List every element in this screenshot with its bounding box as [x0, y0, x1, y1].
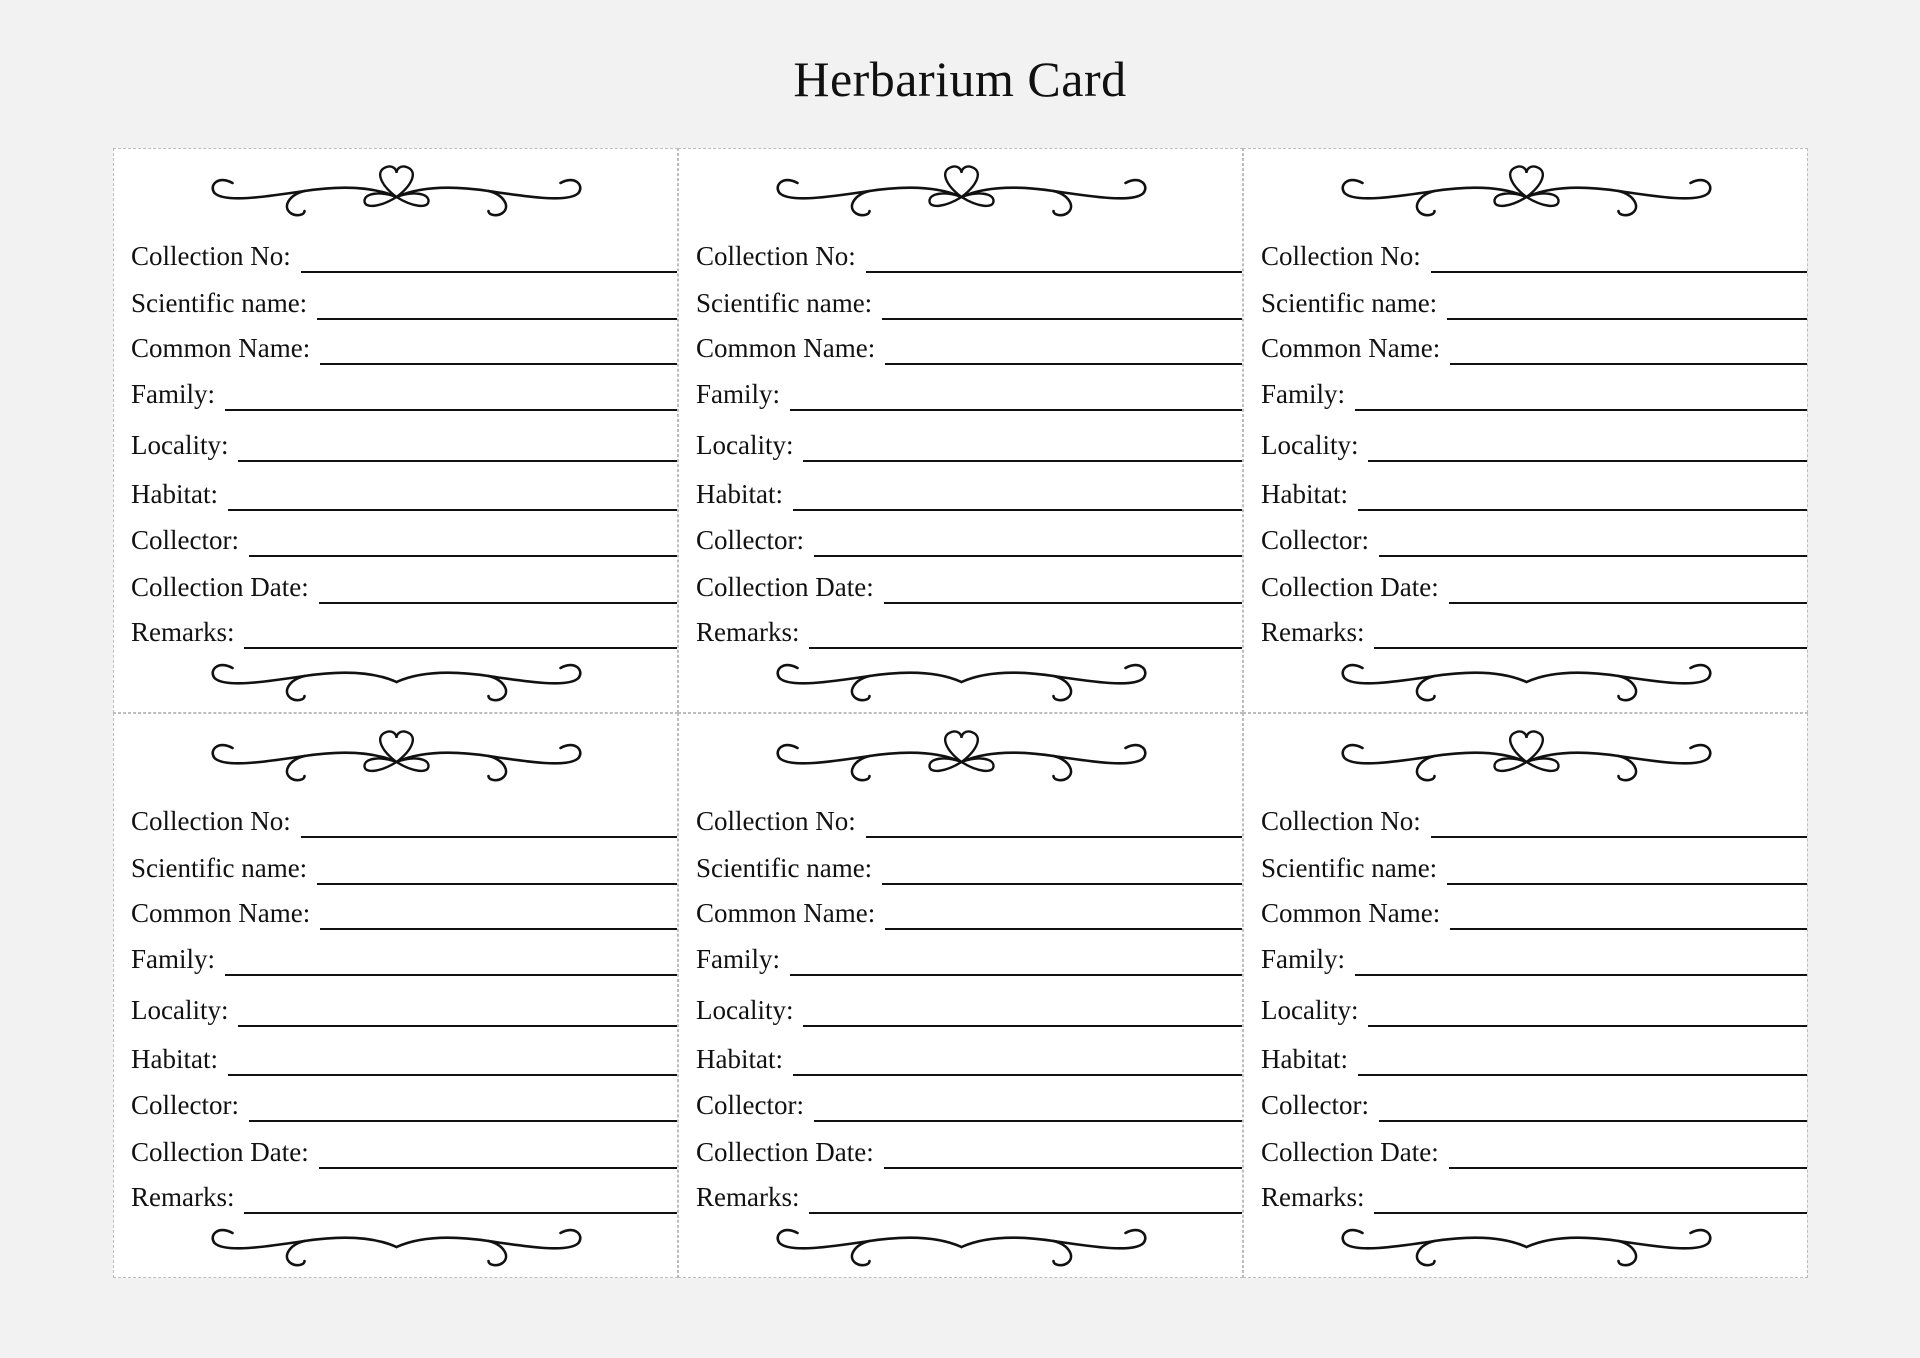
field-blank-line[interactable] [244, 1212, 677, 1214]
card-field-row [1261, 1178, 1807, 1212]
card-field-row [696, 1086, 1242, 1120]
field-label: Habitat: [1261, 479, 1348, 509]
bottom-flourish-ornament-icon [204, 1211, 589, 1271]
herbarium-card [678, 148, 1243, 713]
field-label: Remarks: [131, 1182, 235, 1212]
field-label: Collection No: [131, 806, 291, 836]
field-blank-line[interactable] [319, 1167, 677, 1169]
field-label: Habitat: [131, 1044, 218, 1074]
card-field-row [696, 1133, 1242, 1167]
field-blank-line[interactable] [1358, 1074, 1807, 1076]
card-field-row [696, 991, 1242, 1025]
field-label: Collection Date: [1261, 572, 1439, 602]
card-field-row [131, 613, 677, 647]
card-field-row [696, 329, 1242, 363]
card-field-row [131, 1086, 677, 1120]
field-label: Family: [131, 379, 216, 409]
card-field-row [696, 426, 1242, 460]
field-label: Locality: [696, 430, 794, 460]
card-field-row [131, 426, 677, 460]
herbarium-card [113, 713, 678, 1278]
field-label: Locality: [696, 995, 794, 1025]
card-field-row [1261, 849, 1807, 883]
field-label: Collection Date: [1261, 1137, 1439, 1167]
field-blank-line[interactable] [814, 1120, 1242, 1122]
page-title: Herbarium Card [793, 51, 1127, 107]
field-label: Locality: [131, 430, 229, 460]
field-label: Collection No: [131, 241, 291, 271]
card-field-row [1261, 237, 1807, 271]
field-label: Collector: [131, 1090, 239, 1120]
field-label: Collection No: [1261, 806, 1421, 836]
card-field-row [1261, 284, 1807, 318]
field-label: Habitat: [1261, 1044, 1348, 1074]
card-field-row [131, 1178, 677, 1212]
field-label: Collection No: [696, 806, 856, 836]
field-blank-line[interactable] [244, 647, 677, 649]
field-label: Remarks: [696, 1182, 800, 1212]
card-field-row [1261, 375, 1807, 409]
field-label: Habitat: [696, 1044, 783, 1074]
card-field-row [696, 802, 1242, 836]
field-blank-line[interactable] [793, 509, 1242, 511]
field-blank-line[interactable] [1374, 1212, 1807, 1214]
card-field-row [1261, 940, 1807, 974]
card-field-row [696, 568, 1242, 602]
card-grid [113, 148, 1807, 1278]
field-blank-line[interactable] [884, 1167, 1242, 1169]
card-field-row [1261, 1040, 1807, 1074]
field-label: Scientific name: [696, 853, 873, 883]
bottom-flourish-ornament-icon [769, 646, 1154, 706]
field-label: Common Name: [1261, 898, 1441, 928]
field-blank-line[interactable] [249, 555, 677, 557]
field-blank-line[interactable] [1379, 555, 1807, 557]
bottom-flourish-ornament-icon [1334, 646, 1719, 706]
field-blank-line[interactable] [885, 928, 1242, 930]
field-blank-line[interactable] [809, 647, 1242, 649]
field-label: Collection Date: [131, 572, 309, 602]
card-field-row [1261, 802, 1807, 836]
field-label: Collector: [1261, 525, 1369, 555]
herbarium-card [678, 713, 1243, 1278]
field-blank-line[interactable] [1374, 647, 1807, 649]
field-blank-line[interactable] [793, 1074, 1242, 1076]
card-field-row [131, 284, 677, 318]
field-blank-line[interactable] [1449, 602, 1807, 604]
field-blank-line[interactable] [882, 318, 1242, 320]
card-field-row [696, 940, 1242, 974]
field-label: Family: [696, 944, 781, 974]
field-label: Scientific name: [1261, 853, 1438, 883]
field-label: Scientific name: [131, 288, 308, 318]
field-label: Family: [696, 379, 781, 409]
card-field-row [1261, 991, 1807, 1025]
card-field-row [1261, 475, 1807, 509]
field-label: Scientific name: [696, 288, 873, 318]
field-label: Scientific name: [1261, 288, 1438, 318]
field-blank-line[interactable] [301, 836, 677, 838]
card-field-row [696, 1040, 1242, 1074]
herbarium-card [1243, 713, 1808, 1278]
field-label: Common Name: [131, 333, 311, 363]
field-blank-line[interactable] [228, 509, 677, 511]
card-field-row [131, 940, 677, 974]
field-label: Family: [1261, 944, 1346, 974]
field-label: Habitat: [696, 479, 783, 509]
field-blank-line[interactable] [317, 318, 677, 320]
field-label: Family: [131, 944, 216, 974]
field-blank-line[interactable] [866, 836, 1242, 838]
field-blank-line[interactable] [228, 1074, 677, 1076]
herbarium-card [1243, 148, 1808, 713]
field-blank-line[interactable] [1355, 974, 1807, 976]
field-label: Collector: [696, 525, 804, 555]
field-blank-line[interactable] [1368, 460, 1807, 462]
card-field-row [1261, 568, 1807, 602]
field-label: Collector: [131, 525, 239, 555]
card-field-row [131, 802, 677, 836]
field-blank-line[interactable] [1447, 318, 1807, 320]
bottom-flourish-ornament-icon [1334, 1211, 1719, 1271]
field-blank-line[interactable] [225, 409, 677, 411]
field-blank-line[interactable] [320, 363, 677, 365]
field-blank-line[interactable] [320, 928, 677, 930]
bottom-flourish-ornament-icon [769, 1211, 1154, 1271]
card-field-row [131, 894, 677, 928]
card-field-row [1261, 1133, 1807, 1167]
field-label: Collection No: [1261, 241, 1421, 271]
card-field-row [131, 991, 677, 1025]
top-flourish-ornament-icon [1334, 161, 1719, 221]
field-label: Remarks: [696, 617, 800, 647]
field-blank-line[interactable] [1450, 928, 1807, 930]
bottom-flourish-ornament-icon [204, 646, 589, 706]
field-label: Remarks: [1261, 1182, 1365, 1212]
card-field-row [131, 568, 677, 602]
field-blank-line[interactable] [225, 974, 677, 976]
card-field-row [1261, 894, 1807, 928]
card-field-row [1261, 1086, 1807, 1120]
field-label: Collection No: [696, 241, 856, 271]
card-field-row [131, 329, 677, 363]
field-label: Collector: [1261, 1090, 1369, 1120]
field-blank-line[interactable] [803, 1025, 1242, 1027]
field-blank-line[interactable] [319, 602, 677, 604]
field-blank-line[interactable] [1355, 409, 1807, 411]
card-field-row [696, 894, 1242, 928]
card-field-row [1261, 329, 1807, 363]
card-field-row [696, 284, 1242, 318]
field-label: Common Name: [131, 898, 311, 928]
field-label: Locality: [1261, 430, 1359, 460]
field-blank-line[interactable] [1450, 363, 1807, 365]
card-field-row [696, 521, 1242, 555]
field-blank-line[interactable] [1447, 883, 1807, 885]
field-blank-line[interactable] [1431, 836, 1807, 838]
field-label: Remarks: [1261, 617, 1365, 647]
top-flourish-ornament-icon [769, 161, 1154, 221]
field-blank-line[interactable] [866, 271, 1242, 273]
field-blank-line[interactable] [1358, 509, 1807, 511]
field-label: Collection Date: [696, 572, 874, 602]
field-blank-line[interactable] [884, 602, 1242, 604]
herbarium-card [113, 148, 678, 713]
field-blank-line[interactable] [249, 1120, 677, 1122]
field-label: Common Name: [1261, 333, 1441, 363]
field-label: Collection Date: [131, 1137, 309, 1167]
field-label: Locality: [131, 995, 229, 1025]
field-blank-line[interactable] [809, 1212, 1242, 1214]
field-label: Remarks: [131, 617, 235, 647]
field-blank-line[interactable] [803, 460, 1242, 462]
card-field-row [696, 613, 1242, 647]
field-blank-line[interactable] [301, 271, 677, 273]
card-field-row [131, 1040, 677, 1074]
field-blank-line[interactable] [814, 555, 1242, 557]
card-field-row [1261, 521, 1807, 555]
card-field-row [131, 475, 677, 509]
field-blank-line[interactable] [317, 883, 677, 885]
card-field-row [696, 475, 1242, 509]
field-label: Locality: [1261, 995, 1359, 1025]
card-field-row [696, 375, 1242, 409]
top-flourish-ornament-icon [204, 726, 589, 786]
card-field-row [131, 1133, 677, 1167]
field-label: Collection Date: [696, 1137, 874, 1167]
field-blank-line[interactable] [238, 460, 677, 462]
field-blank-line[interactable] [790, 409, 1242, 411]
card-field-row [696, 237, 1242, 271]
top-flourish-ornament-icon [204, 161, 589, 221]
field-blank-line[interactable] [790, 974, 1242, 976]
field-label: Habitat: [131, 479, 218, 509]
card-field-row [131, 237, 677, 271]
card-field-row [1261, 613, 1807, 647]
field-blank-line[interactable] [882, 883, 1242, 885]
field-blank-line[interactable] [1379, 1120, 1807, 1122]
card-field-row [696, 849, 1242, 883]
card-field-row [131, 849, 677, 883]
card-field-row [131, 375, 677, 409]
field-label: Family: [1261, 379, 1346, 409]
field-label: Common Name: [696, 898, 876, 928]
card-field-row [696, 1178, 1242, 1212]
field-label: Common Name: [696, 333, 876, 363]
top-flourish-ornament-icon [1334, 726, 1719, 786]
top-flourish-ornament-icon [769, 726, 1154, 786]
field-blank-line[interactable] [1368, 1025, 1807, 1027]
field-blank-line[interactable] [238, 1025, 677, 1027]
field-label: Collector: [696, 1090, 804, 1120]
field-blank-line[interactable] [1449, 1167, 1807, 1169]
card-field-row [131, 521, 677, 555]
card-field-row [1261, 426, 1807, 460]
field-label: Scientific name: [131, 853, 308, 883]
field-blank-line[interactable] [1431, 271, 1807, 273]
field-blank-line[interactable] [885, 363, 1242, 365]
